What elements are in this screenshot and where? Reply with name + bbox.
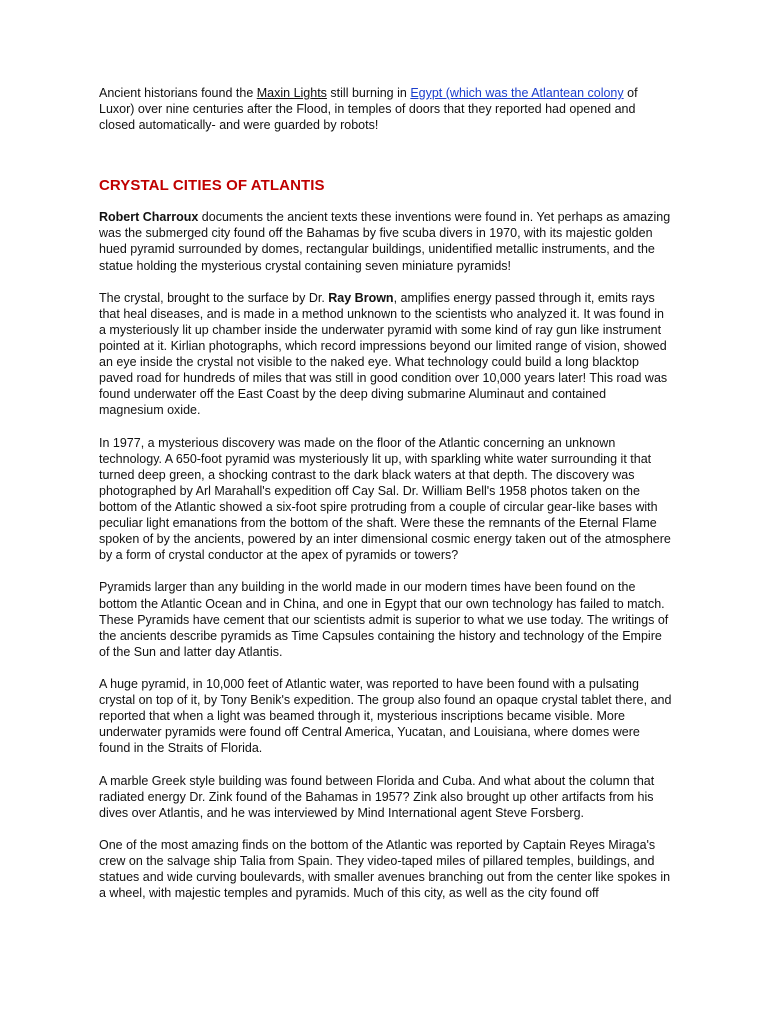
paragraph-crystal — [99, 290, 672, 419]
paragraph-gap — [99, 419, 672, 435]
paragraph-gap — [99, 756, 672, 772]
paragraph-pyramids: Pyramids larger than any building in the world made in our modern times have been found on the bottom the Atlantic Ocean and in China, and one in Egypt that our own technology has failed to match. These Pyramids have cement that our scientists admit is superior to what we use today. The writings of the ancients describe pyramids as Time Capsules containing the history and technology of the Empire of the Sun and latter day Atlantis. — [99, 580, 669, 659]
paragraph-marble-building: A marble Greek style building was found between Florida and Cuba. And what about the column that radiated energy Dr. Zink found of the Bahamas in 1957? Zink also brought up other artifacts from his dives over Atlantis, and he was interviewed by Mind International agent Steve Forsberg. — [99, 773, 655, 820]
intro-paragraph — [99, 85, 672, 133]
intro-text-2: still burning in — [326, 86, 411, 100]
section-heading: CRYSTAL CITIES OF ATLANTIS — [99, 177, 325, 195]
paragraph-talia: One of the most amazing finds on the bottom of the Atlantic was reported by Captain Reyes Miraga's crew on the salvage ship Talia from Spain. They video-taped miles of pillared temples, buildings, and statues and wide curving boulevards, with smaller avenues branching out from the center like spokes in a wheel, with majestic temples and pyramids. Much of this city, as well as the city found off — [99, 837, 671, 901]
paragraph-gap — [99, 660, 672, 676]
intro-text-1: Ancient historians found the — [99, 86, 257, 100]
maxin-lights-text: Maxin Lights — [256, 86, 327, 100]
paragraph-charroux — [99, 209, 672, 273]
egypt-link[interactable]: Egypt (which was the Atlantean colony — [410, 86, 624, 100]
author-name-brown: Ray Brown — [328, 290, 394, 305]
intro-text-3: of Luxor) over nine centuries after the Flood, in temples of doors that they reported had opened and closed automatically- and were guarded by robots! — [99, 86, 638, 133]
paragraph-crystal-text-2: , amplifies energy passed through it, emits rays that heal diseases, and is made in a method unknown to the scientists who analyzed it. It was found in a mysteriously lit up chamber inside the underwater pyramid with some kind of ray gun like instrument pointed at it. Kirlian photographs, which record impressions beyond our limited range of vision, showed an eye inside the crystal not visible to the naked eye. What technology could build a long blacktop paved road for hundreds of miles that was still in good condition over 10,000 years later! This road was found underwater off the East Coast by the deep diving submarine Aluminaut and contained magnesium oxide. — [99, 290, 668, 418]
paragraph-huge-pyramid: A huge pyramid, in 10,000 feet of Atlantic water, was reported to have been found with a pulsating crystal on top of it, by Tony Benik's expedition. The group also found an opaque crystal tablet there, and reported that when a light was beamed through it, mysterious inscriptions became visible. More underwater pyramids were found off Central America, Yucatan, and Louisiana, where domes were found in the Straits of Florida. — [99, 677, 672, 756]
paragraph-gap — [99, 274, 672, 290]
paragraph-1977: In 1977, a mysterious discovery was made on the floor of the Atlantic concerning an unknown technology. A 650-foot pyramid was mysteriously lit up, with sparkling white water surrounding it that turned deep green, a shocking contrast to the dark black waters at that depth. The discovery was photographed by Arl Marahall's expedition off Cay Sal. Dr. William Bell's 1958 photos taken on the bottom of the Atlantic showed a six-foot spire protruding from a couple of circular gear-like bases with peculiar light emanations from the bottom of the shaft. Were these the remnants of the Eternal Flame spoken of by the ancients, powered by an inter dimensional cosmic energy taken out of the atmosphere by a form of crystal conductor at the apex of pyramids or towers? — [99, 435, 671, 563]
paragraph-crystal-text-1: The crystal, brought to the surface by Dr. — [99, 290, 329, 305]
paragraph-charroux-text: documents the ancient texts these inventions were found in. Yet perhaps as amazing was the submerged city found off the Bahamas by five scuba divers in 1970, with its majestic golden hued pyramid surrounded by domes, rectangular buildings, unidentified metallic instruments, and the statue holding the mysterious crystal containing seven miniature pyramids! — [99, 210, 671, 273]
paragraph-gap — [99, 821, 672, 837]
author-name-charroux: Robert Charroux — [99, 210, 199, 225]
paragraph-gap — [99, 563, 672, 579]
